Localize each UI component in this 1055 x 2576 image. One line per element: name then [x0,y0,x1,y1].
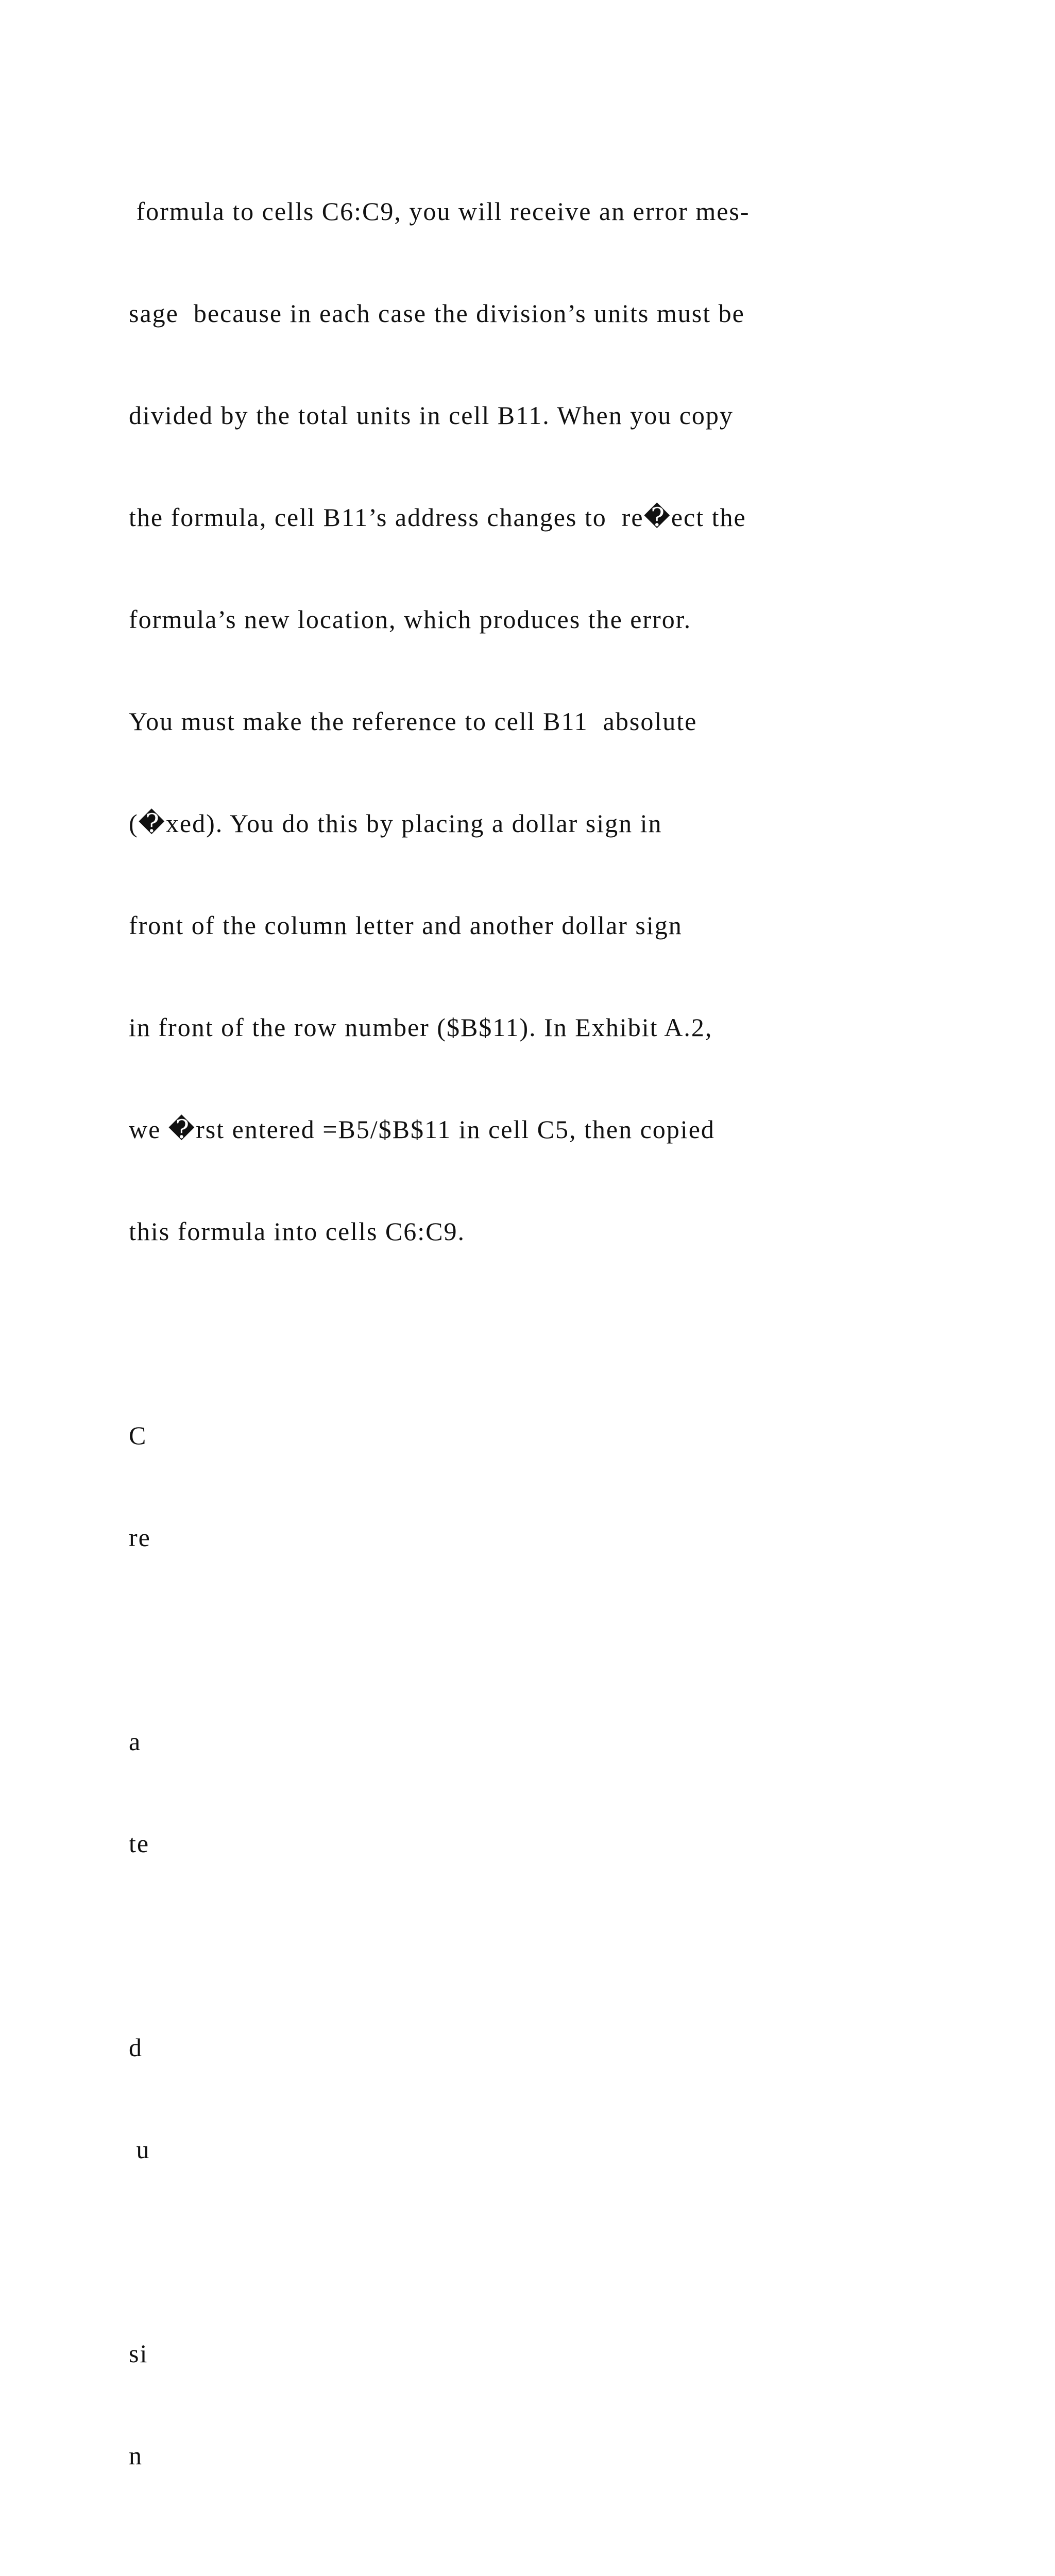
fragment-line [129,1622,750,1656]
fragment-line [129,1928,750,1962]
paragraph-line: this formula into cells C6:C9. [129,1217,466,1246]
fragment-line: a [129,1727,142,1756]
fragment-line: u [129,2135,150,2164]
paragraph-line: front of the column letter and another dollar sign [129,911,683,940]
fragment-line: d [129,2033,143,2062]
paragraph-line: in front of the row number ($B$11). In Exhibit A.2, [129,1013,713,1042]
document-text [129,126,750,2576]
fragment-line: re [129,1523,151,1552]
fragment-line: C [129,1421,147,1450]
blank-line [129,1316,750,1350]
paragraph-line: sage because in each case the division’s units must be [129,299,745,328]
paragraph-line: formula’s new location, which produces the error. [129,605,692,634]
fragment-line: si [129,2339,148,2368]
paragraph-line: we �rst entered =B5/$B$11 in cell C5, then copied [129,1115,715,1144]
fragment-line: n [129,2441,143,2470]
paragraph-line: formula to cells C6:C9, you will receive an error mes- [129,197,750,226]
fragment-line: te [129,1829,150,1858]
paragraph-line: (�xed). You do this by placing a dollar sign in [129,809,662,838]
fragment-line [129,2540,750,2574]
paragraph-line: You must make the reference to cell B11 absolute [129,707,697,736]
paragraph-line: the formula, cell B11’s address changes to re�ect the [129,503,746,532]
fragment-line [129,2234,750,2268]
paragraph-line: divided by the total units in cell B11. When you copy [129,401,734,430]
